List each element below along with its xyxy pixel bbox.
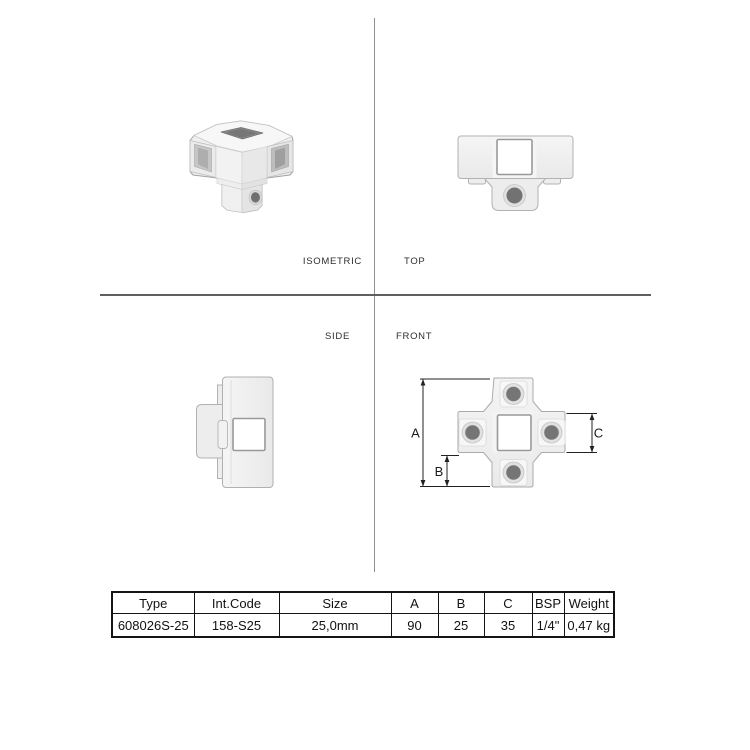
dimension-label-a: A xyxy=(411,425,420,441)
top-view-screw-hole xyxy=(504,185,526,207)
isometric-view-drawing xyxy=(185,115,300,215)
top-view-body xyxy=(458,136,573,211)
top-view-label: TOP xyxy=(404,256,426,267)
spec-table-header-row xyxy=(112,592,614,614)
dimension-label-b: B xyxy=(434,464,444,479)
set-screw-hole xyxy=(249,190,262,204)
spec-cell-bsp: 1/4" xyxy=(532,614,564,638)
dimension-label-c: C xyxy=(593,425,604,441)
isometric-view-label: ISOMETRIC xyxy=(302,256,362,267)
top-view-square-bore xyxy=(497,140,532,175)
front-view-label: FRONT xyxy=(396,331,433,342)
spec-cell-size: 25,0mm xyxy=(279,614,391,638)
spec-cell-int-code: 158-S25 xyxy=(194,614,279,638)
spec-cell-c: 35 xyxy=(484,614,532,638)
spec-header-int-code: Int.Code xyxy=(194,592,279,614)
spec-cell-b: 25 xyxy=(438,614,484,638)
front-view-square-bore xyxy=(498,415,532,451)
spec-cell-a: 90 xyxy=(391,614,438,638)
side-view-label: SIDE xyxy=(325,331,350,342)
side-view-square-bore xyxy=(233,419,265,451)
spec-table xyxy=(111,591,615,638)
side-view-drawing xyxy=(190,372,280,492)
spec-header-bsp: BSP xyxy=(532,592,564,614)
spec-header-weight: Weight xyxy=(564,592,614,614)
spec-header-b: B xyxy=(438,592,484,614)
spec-header-c: C xyxy=(484,592,532,614)
spec-header-a: A xyxy=(391,592,438,614)
spec-table-data-row xyxy=(112,614,614,638)
side-view-body xyxy=(197,377,274,488)
crosshair-horizontal-divider xyxy=(100,294,651,296)
spec-cell-type: 608026S-25 xyxy=(112,614,194,638)
right-socket-opening xyxy=(267,141,293,178)
left-socket-opening xyxy=(190,141,216,178)
front-view-drawing xyxy=(410,368,610,500)
spec-header-type: Type xyxy=(112,592,194,614)
spec-cell-weight: 0,47 kg xyxy=(564,614,614,638)
spec-header-size: Size xyxy=(279,592,391,614)
front-view-body xyxy=(458,378,565,487)
top-view-drawing xyxy=(450,128,580,220)
isometric-fitting-body xyxy=(190,121,293,213)
